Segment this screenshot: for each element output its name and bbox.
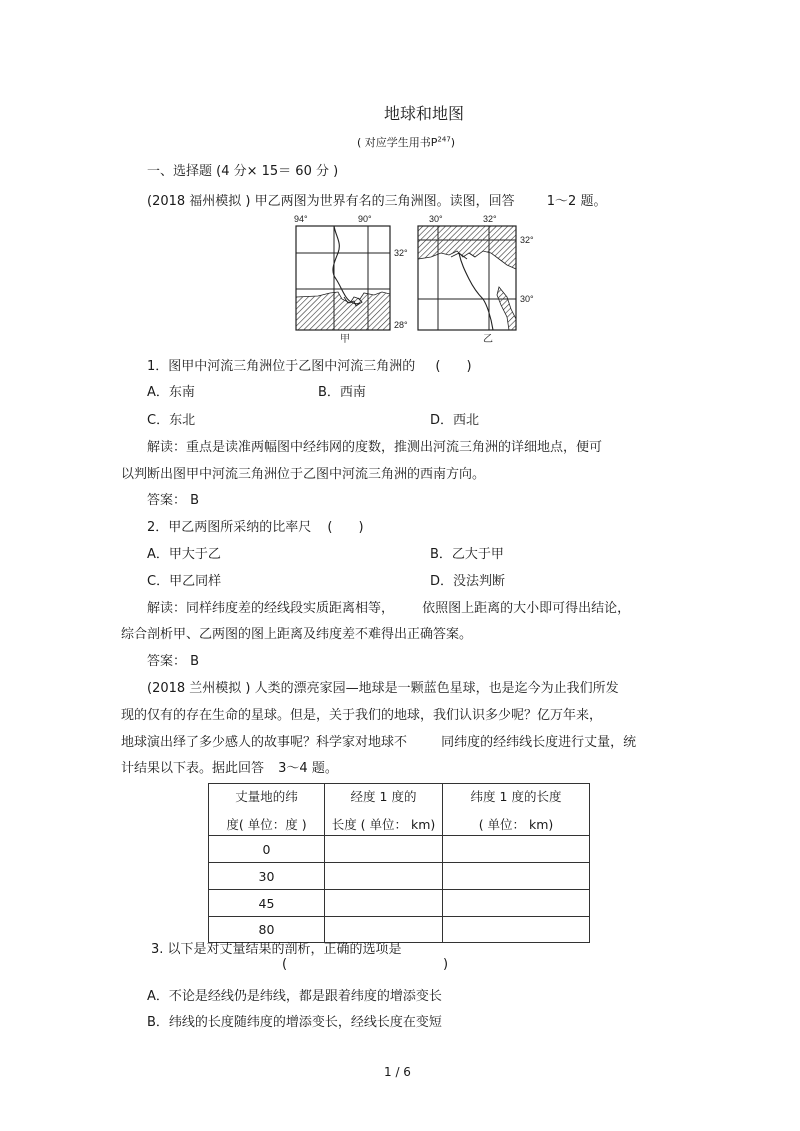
table-header-latitude [209,784,325,836]
question-3-paren-right: ) [443,957,449,972]
table-header-latitude-length [443,784,590,836]
intro-paragraph-2-line-3 [121,731,636,750]
page-number: 1 / 6 [384,1065,411,1079]
intro-paragraph-1 [147,190,606,209]
table-cell-latitude: 80 [209,917,325,943]
table-row [209,836,590,863]
q1-option-c: C．东北 [147,413,196,428]
table-cell-empty [443,890,590,917]
yi-lon-32: 32° [483,214,497,224]
q1-option-b: B．西南 [318,385,366,400]
q3-option-a: A．不论是经线仍是纬线，都是跟着纬度的增添变长 [147,989,442,1004]
question-1-answer-blank: ( ) [435,359,472,374]
q2-explanation-part-a: 解读：同样纬度差的经线段实质距离相等， [147,601,395,616]
jia-lat-32: 32° [394,248,408,258]
yi-lat-30: 30° [520,294,534,304]
jia-sea [296,292,390,330]
q2-explanation-part-b: 依照图上距离的大小即可得出结论， [422,601,631,616]
jia-lon-90: 90° [358,214,372,224]
map-yi [413,213,543,345]
intro2-line4-part-a: 计结果以下表。据此回答 [121,761,265,776]
q2-answer: 答案： B [147,654,200,669]
subtitle-end: ) [450,136,456,149]
table-cell-latitude: 0 [209,836,325,863]
q2-option-d: D．没法判断 [430,574,506,589]
q2-option-c: C．甲乙同样 [147,574,222,589]
header-latitude-line-2: 度( 单位：度 ) [226,816,307,832]
table-row [209,863,590,890]
yi-lon-30: 30° [429,214,443,224]
yi-river [459,253,493,330]
table-cell-empty [443,836,590,863]
question-2-answer-blank: ( ) [327,520,364,535]
q1-explanation-line-1: 解读：重点是读准两幅图中经纬网的度数，推测出河流三角洲的详细地点，便可 [147,440,603,455]
question-2 [147,516,364,535]
jia-lat-28: 28° [394,320,408,330]
question-1-text: 1．图甲中河流三角洲位于乙图中河流三角洲的 [147,359,416,374]
intro-paragraph-2-line-2: 现的仅有的存在生命的星球。但是，关于我们的地球，我们认识多少呢？亿万年来， [121,708,603,723]
q2-option-a: A．甲大于乙 [147,547,221,562]
intro2-line4-part-b: 3～4 题。 [278,761,338,776]
page-subtitle [357,134,455,150]
table-cell-latitude: 45 [209,890,325,917]
yi-caption: 乙 [483,334,493,345]
table-cell-empty [443,917,590,943]
map-jia [290,213,420,345]
q2-option-b: B．乙大于甲 [430,547,504,562]
measurement-table [208,783,590,943]
q3-option-b: B．纬线的长度随纬度的增添变长，经线长度在变短 [147,1015,442,1030]
q1-explanation-line-2: 以判断出图甲中河流三角洲位于乙图中河流三角洲的西南方向。 [121,467,486,482]
table-row [209,890,590,917]
q1-answer: 答案： B [147,493,200,508]
page-title: 地球和地图 [384,104,465,123]
yi-lat-32: 32° [520,235,534,245]
jia-caption: 甲 [340,334,350,345]
q1-option-a: A．东南 [147,385,195,400]
intro1-range: 1～2 题。 [546,194,607,209]
question-3-text: 3. 以下是对丈量结果的剖析，正确的选项是 [151,942,402,957]
table-cell-latitude: 30 [209,863,325,890]
subtitle-text: ( 对应学生用书P [357,136,438,149]
header-longitude-line-1: 经度 1 度的 [350,788,417,804]
table-header-row [209,784,590,836]
header-latlen-line-1: 纬度 1 度的长度 [470,788,562,804]
table-cell-empty [325,863,443,890]
jia-lon-94: 94° [294,214,308,224]
intro2-line3-part-a: 地球演出绎了多少感人的故事呢？科学家对地球不 [121,735,408,750]
question-3-paren-left: ( [282,957,288,972]
table-header-longitude-length [325,784,443,836]
intro-paragraph-2-line-4 [121,757,338,776]
subtitle-page-ref: 247 [437,135,451,144]
header-longitude-line-2: 长度 ( 单位： km) [331,816,436,832]
intro2-line3-part-b: 同纬度的经纬线长度进行丈量，统 [441,735,637,750]
intro-paragraph-2-line-1: (2018 兰州模拟 ) 人类的漂亮家园—地球是一颗蓝色星球，也是迄今为止我们所发 [147,681,619,696]
table-cell-empty [325,890,443,917]
yi-sea-north [418,226,516,269]
section-heading: 一、选择题 (4 分× 15＝ 60 分 ) [147,164,339,179]
q1-option-d: D．西北 [430,413,480,428]
yi-sea-east [497,287,516,330]
q2-explanation-line-1 [147,597,630,616]
header-latlen-line-2: ( 单位： km) [478,816,554,832]
q2-explanation-line-2: 综合剖析甲、乙两图的图上距离及纬度差不难得出正确答案。 [121,627,473,642]
question-2-text: 2．甲乙两图所采纳的比率尺 [147,520,312,535]
question-1 [147,355,472,374]
table-cell-empty [325,836,443,863]
header-latitude-line-1: 丈量地的纬 [235,788,298,804]
intro1-text: (2018 福州模拟 ) 甲乙两图为世界有名的三角洲图。读图，回答 [147,194,515,209]
table-cell-empty [443,863,590,890]
